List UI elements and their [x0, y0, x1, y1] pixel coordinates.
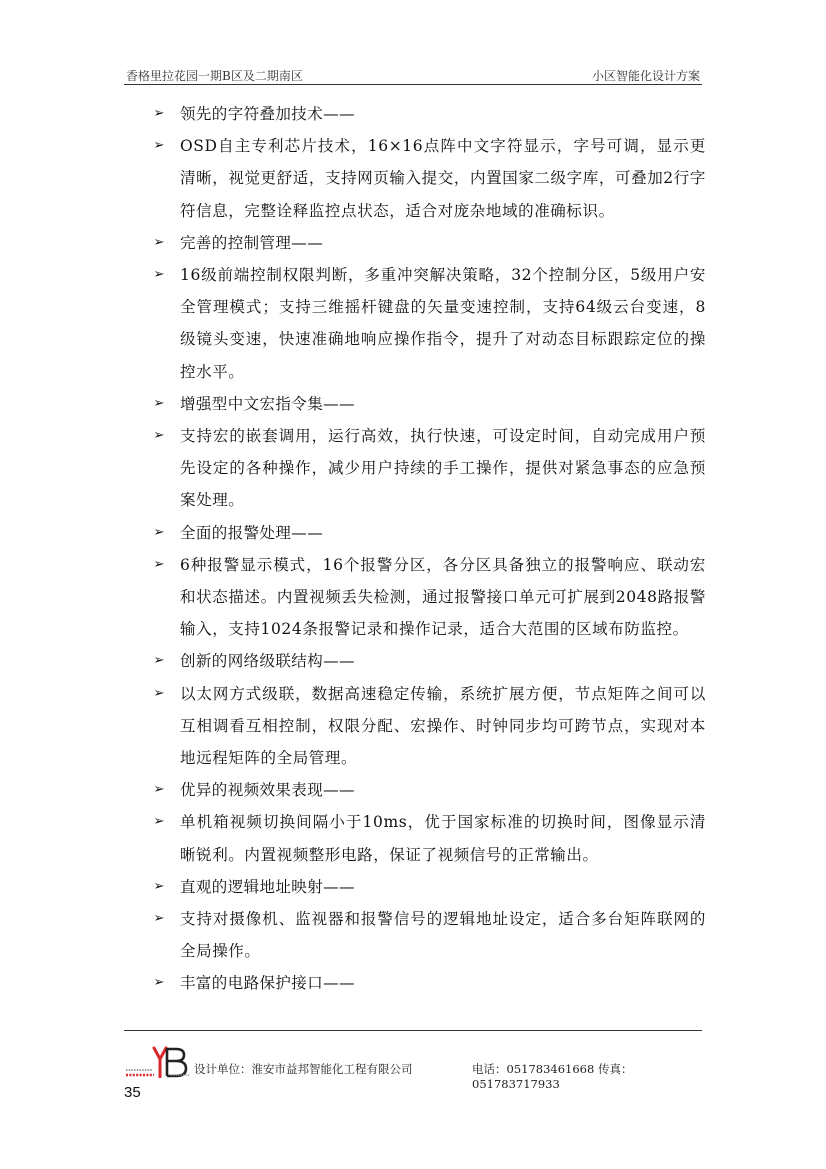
feature-list	[150, 98, 706, 1000]
arrow-bullet-icon: ➢	[153, 106, 165, 121]
arrow-bullet-icon: ➢	[153, 524, 165, 540]
list-item	[150, 130, 706, 227]
arrow-bullet-icon: ➢	[153, 395, 165, 411]
page-number: 35	[124, 1084, 141, 1101]
feature-description: 单机箱视频切换间隔小于10ms，优于国家标准的切换时间，图像显示清晰锐利。内置视频整形电路，保证了视频信号的正常输出。	[180, 813, 706, 864]
arrow-bullet-icon: ➢	[153, 428, 165, 444]
feature-heading: 优异的视频效果表现——	[180, 781, 355, 800]
arrow-bullet-icon: ➢	[153, 878, 165, 894]
list-item	[150, 227, 706, 259]
list-item	[150, 388, 706, 420]
company-logo	[124, 1044, 192, 1078]
footer-divider	[124, 1030, 702, 1031]
arrow-bullet-icon: ➢	[153, 138, 165, 154]
arrow-bullet-icon: ➢	[153, 911, 165, 927]
list-item	[150, 806, 706, 870]
arrow-bullet-icon: ➢	[153, 782, 165, 798]
list-item	[150, 645, 706, 677]
arrow-bullet-icon: ➢	[153, 653, 165, 669]
list-item	[150, 259, 706, 388]
design-unit: 设计单位：淮安市益邦智能化工程有限公司	[194, 1062, 413, 1076]
feature-heading: 创新的网络级联结构——	[180, 652, 355, 671]
arrow-bullet-icon: ➢	[153, 556, 165, 572]
feature-heading: 丰富的电路保护接口——	[180, 974, 355, 993]
feature-description: 支持宏的嵌套调用，运行高效，执行快速，可设定时间，自动完成用户预先设定的各种操作，减少用户持续的手工操作，提供对紧急事态的应急预案处理。	[180, 427, 706, 510]
list-item	[150, 903, 706, 967]
list-item	[150, 678, 706, 775]
list-item	[150, 420, 706, 517]
arrow-bullet-icon: ➢	[153, 975, 165, 991]
list-item	[150, 774, 706, 806]
contact-info: 电话：051783461668 传真：051783717933	[472, 1062, 633, 1091]
feature-description: 支持对摄像机、监视器和报警信号的逻辑地址设定，适合多台矩阵联网的全局操作。	[180, 910, 706, 961]
list-item	[150, 967, 706, 999]
list-item	[150, 98, 706, 130]
header-document-title: 小区智能化设计方案	[591, 69, 700, 83]
feature-description: 以太网方式级联，数据高速稳定传输，系统扩展方便，节点矩阵之间可以互相调看互相控制，权限分配、宏操作、时钟同步均可跨节点，实现对本地远程矩阵的全局管理。	[180, 684, 706, 768]
header-project-name: 香格里拉花园一期B区及二期南区	[126, 69, 303, 83]
page-footer	[124, 1044, 704, 1091]
feature-heading: 全面的报警处理——	[180, 523, 324, 542]
arrow-bullet-icon: ➢	[153, 685, 165, 701]
feature-description: 16级前端控制权限判断，多重冲突解决策略，32个控制分区，5级用户安全管理模式；支持三维摇杆键盘的矢量变速控制，支持64级云台变速，8级镜头变速，快速准确地响应操作指令，提升了对动态目标跟踪定位的操控水平。	[180, 266, 706, 381]
feature-description: 6种报警显示模式，16个报警分区，各分区具备独立的报警响应、联动宏和状态描述。内置视频丢失检测，通过报警接口单元可扩展到2048路报警输入，支持1024条报警记录和操作记录，适合大范围的区域布防监控。	[180, 555, 706, 639]
arrow-bullet-icon: ➢	[153, 267, 165, 283]
feature-heading: 领先的字符叠加技术——	[180, 105, 355, 123]
feature-heading: 完善的控制管理——	[180, 233, 324, 252]
feature-heading: 直观的逻辑地址映射——	[180, 877, 355, 896]
list-item	[150, 517, 706, 549]
list-item	[150, 871, 706, 903]
page-header	[124, 66, 702, 85]
feature-description: OSD自主专利芯片技术，16×16点阵中文字符显示，字号可调，显示更清晰，视觉更舒适，支持网页输入提交，内置国家二级字库，可叠加2行字符信息，完整诠释监控点状态，适合对庞杂地域的准确标识。	[180, 137, 706, 220]
feature-heading: 增强型中文宏指令集——	[180, 394, 355, 413]
arrow-bullet-icon: ➢	[153, 814, 165, 830]
arrow-bullet-icon: ➢	[153, 234, 165, 250]
list-item	[150, 549, 706, 646]
